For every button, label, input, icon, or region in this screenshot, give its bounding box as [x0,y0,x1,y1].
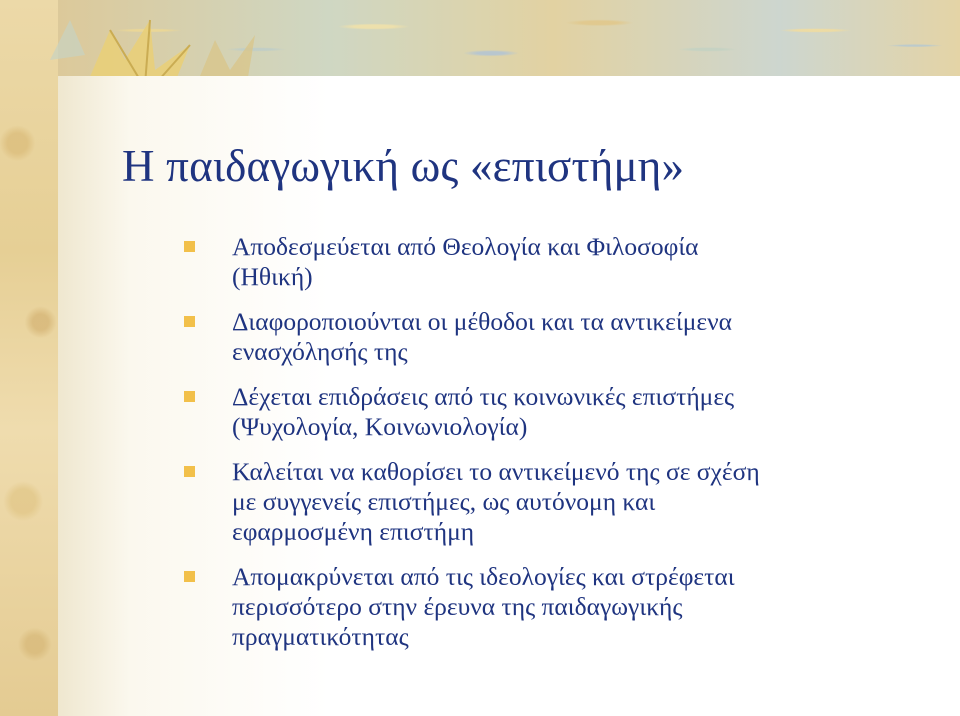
bullet-line: πραγματικότητας [232,622,409,651]
bullet-line: Απομακρύνεται από τις ιδεολογίες και στρέφεται [232,562,735,591]
bullet-line: (Ηθική) [232,262,313,291]
bullet-item [184,562,904,652]
bullet-item [184,457,904,547]
square-bullet-icon [184,391,195,402]
bullet-line: Δέχεται επιδράσεις από τις κοινωνικές επιστήμες [232,382,735,411]
bullet-item [184,382,904,442]
square-bullet-icon [184,316,195,327]
bullet-line: περισσότερο στην έρευνα της παιδαγωγικής [232,592,683,621]
bullet-line: Αποδεσμεύεται από Θεολογία και Φιλοσοφία [232,232,699,261]
bullet-item [184,232,904,292]
bullet-line: (Ψυχολογία, Κοινωνιολογία) [232,412,528,441]
bullet-list [184,232,904,667]
square-bullet-icon [184,466,195,477]
bullet-line: με συγγενείς επιστήμες, ως αυτόνομη και [232,487,656,516]
bullet-line: Καλείται να καθορίσει το αντικείμενό της σε σχέση [232,457,760,486]
slide-title: Η παιδαγωγική ως «επιστήμη» [122,141,685,191]
square-bullet-icon [184,571,195,582]
bullet-item [184,307,904,367]
bullet-line: εφαρμοσμένη επιστήμη [232,517,475,546]
square-bullet-icon [184,241,195,252]
bullet-line: ενασχόλησής της [232,337,408,366]
bullet-line: Διαφοροποιούνται οι μέθοδοι και τα αντικείμενα [232,307,733,336]
